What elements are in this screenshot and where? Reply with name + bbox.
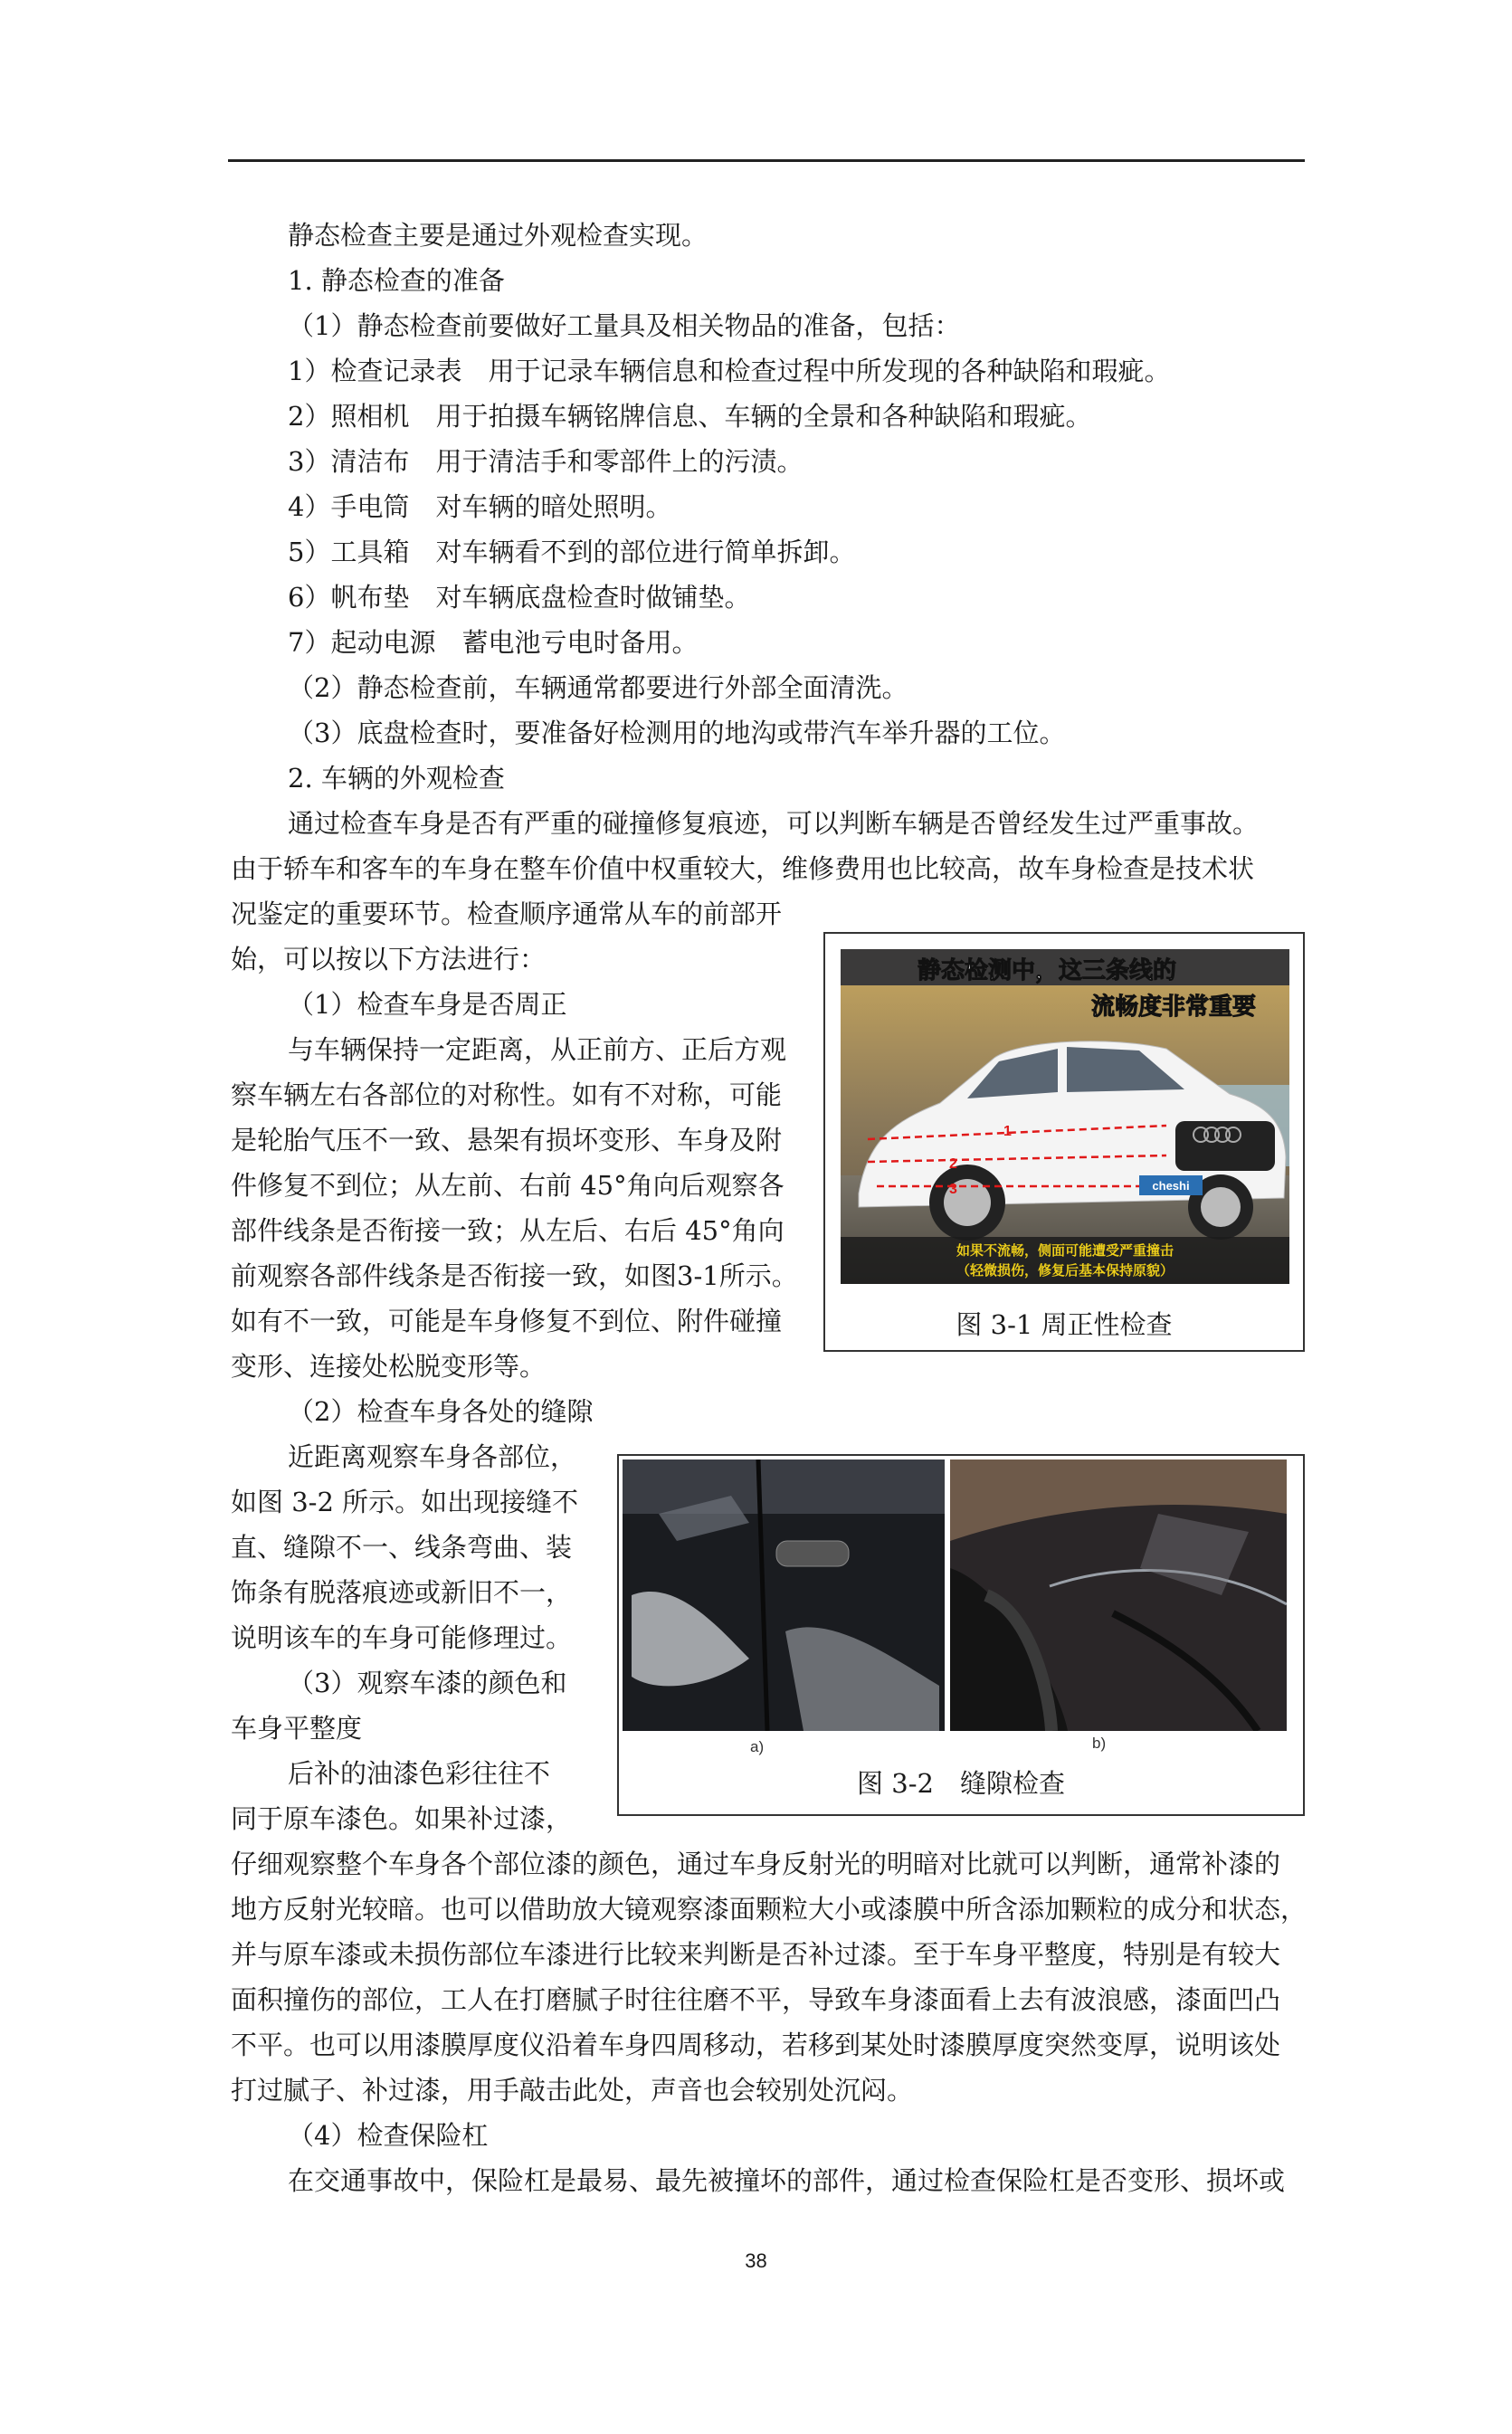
text-line: 前观察各部件线条是否衔接一致，如图3-1所示。 bbox=[231, 1260, 798, 1291]
text-line: 与车辆保持一定距离，从正前方、正后方观 bbox=[288, 1034, 787, 1065]
figure-3-2 bbox=[617, 1454, 1305, 1816]
figure-3-1 bbox=[823, 932, 1305, 1352]
text-line: 不平。也可以用漆膜厚度仪沿着车身四周移动，若移到某处时漆膜厚度突然变厚，说明该处 bbox=[231, 2030, 1281, 2060]
list-item: 7）起动电源 蓄电池亏电时备用。 bbox=[288, 627, 699, 658]
text-line: （3）底盘检查时，要准备好检测用的地沟或带汽车举升器的工位。 bbox=[288, 718, 1066, 748]
text-line: 通过检查车身是否有严重的碰撞修复痕迹，可以判断车辆是否曾经发生过严重事故。 bbox=[288, 808, 1260, 839]
text-line: 是轮胎气压不一致、悬架有损坏变形、车身及附 bbox=[231, 1125, 783, 1155]
text-line: 变形、连接处松脱变形等。 bbox=[231, 1351, 547, 1382]
car-photo bbox=[841, 949, 1289, 1284]
text-line: 在交通事故中，保险杠是最易、最先被撞坏的部件，通过检查保险杠是否变形、损坏或 bbox=[288, 2165, 1286, 2196]
text-line: 地方反射光较暗。也可以借助放大镜观察漆面颗粒大小或漆膜中所含添加颗粒的成分和状态， bbox=[231, 1894, 1308, 1925]
text-line: 如有不一致，可能是车身修复不到位、附件碰撞 bbox=[231, 1306, 783, 1336]
text-line: 同于原车漆色。如果补过漆， bbox=[231, 1803, 573, 1834]
text-line: 部件线条是否衔接一致；从左后、右后 45°角向 bbox=[231, 1215, 785, 1246]
text-line: 车身平整度 bbox=[231, 1713, 363, 1744]
list-item: 3）清洁布 用于清洁手和零部件上的污渍。 bbox=[288, 446, 804, 477]
subsection-heading: （4）检查保险杠 bbox=[288, 2120, 489, 2151]
text-line: 件修复不到位；从左前、右前 45°角向后观察各 bbox=[231, 1170, 785, 1201]
figure-3-1-caption: 图 3-1 周正性检查 bbox=[956, 1309, 1173, 1340]
text-line: （1）静态检查前要做好工量具及相关物品的准备，包括： bbox=[288, 310, 961, 341]
list-item: 5）工具箱 对车辆看不到的部位进行简单拆卸。 bbox=[288, 537, 856, 567]
section-heading: 1. 静态检查的准备 bbox=[288, 265, 505, 296]
text-line: 打过腻子、补过漆，用手敲击此处，声音也会较别处沉闷。 bbox=[231, 2075, 914, 2106]
section-heading: 2. 车辆的外观检查 bbox=[288, 763, 505, 794]
gap-photo-b bbox=[950, 1459, 1287, 1731]
text-line: 由于轿车和客车的车身在整车价值中权重较大，维修费用也比较高，故车身检查是技术状 bbox=[231, 853, 1255, 884]
text-line: 直、缝隙不一、线条弯曲、装 bbox=[231, 1532, 573, 1563]
text-line: 始，可以按以下方法进行： bbox=[231, 944, 547, 975]
subfigure-label-a: a) bbox=[750, 1738, 765, 1755]
list-item: 6）帆布垫 对车辆底盘检查时做铺垫。 bbox=[288, 582, 751, 613]
list-item: 4）手电筒 对车辆的暗处照明。 bbox=[288, 491, 672, 522]
svg-text:1: 1 bbox=[1003, 1124, 1012, 1139]
subsection-heading: （3）观察车漆的颜色和 bbox=[288, 1668, 567, 1698]
headline-1: 静态检测中，这三条线的 bbox=[917, 957, 1177, 984]
text-line: 如图 3-2 所示。如出现接缝不 bbox=[231, 1487, 579, 1517]
svg-text:3: 3 bbox=[949, 1182, 957, 1197]
list-item: 2）照相机 用于拍摄车辆铭牌信息、车辆的全景和各种缺陷和瑕疵。 bbox=[288, 401, 1092, 432]
text-line: （2）静态检查前，车辆通常都要进行外部全面清洗。 bbox=[288, 672, 908, 703]
svg-text:2: 2 bbox=[949, 1156, 957, 1172]
subsection-heading: （1）检查车身是否周正 bbox=[288, 989, 567, 1020]
header-rule bbox=[228, 159, 1305, 162]
text-line: 并与原车漆或未损伤部位车漆进行比较来判断是否补过漆。至于车身平整度，特别是有较大 bbox=[231, 1939, 1281, 1970]
headline-2: 流畅度非常重要 bbox=[1090, 994, 1257, 1021]
subfigure-label-b: b) bbox=[1092, 1735, 1107, 1752]
text-line: 说明该车的车身可能修理过。 bbox=[231, 1622, 573, 1653]
text-line: 面积撞伤的部位，工人在打磨腻子时往往磨不平，导致车身漆面看上去有波浪感，漆面凹凸 bbox=[231, 1984, 1281, 2015]
note-1: 如果不流畅，侧面可能遭受严重撞击 bbox=[956, 1242, 1174, 1259]
page-number: 38 bbox=[745, 2249, 767, 2272]
text-line: 近距离观察车身各部位， bbox=[288, 1441, 577, 1472]
text-line: 仔细观察整个车身各个部位漆的颜色，通过车身反射光的明暗对比就可以判断，通常补漆的 bbox=[231, 1849, 1281, 1879]
watermark-logo: cheshi bbox=[1152, 1179, 1190, 1193]
text-line: 后补的油漆色彩往往不 bbox=[288, 1758, 551, 1789]
text-line: 静态检查主要是通过外观检查实现。 bbox=[288, 220, 708, 251]
text-line: 饰条有脱落痕迹或新旧不一， bbox=[231, 1577, 573, 1608]
figure-3-2-caption: 图 3-2 缝隙检查 bbox=[857, 1768, 1065, 1799]
subsection-heading: （2）检查车身各处的缝隙 bbox=[288, 1396, 594, 1427]
text-line: 察车辆左右各部位的对称性。如有不对称，可能 bbox=[231, 1079, 783, 1110]
note-2: （轻微损伤，修复后基本保持原貌） bbox=[956, 1262, 1174, 1279]
gap-photo-a bbox=[623, 1459, 945, 1731]
text-line: 况鉴定的重要环节。检查顺序通常从车的前部开 bbox=[231, 898, 783, 929]
list-item: 1）检查记录表 用于记录车辆信息和检查过程中所发现的各种缺陷和瑕疵。 bbox=[288, 356, 1171, 386]
